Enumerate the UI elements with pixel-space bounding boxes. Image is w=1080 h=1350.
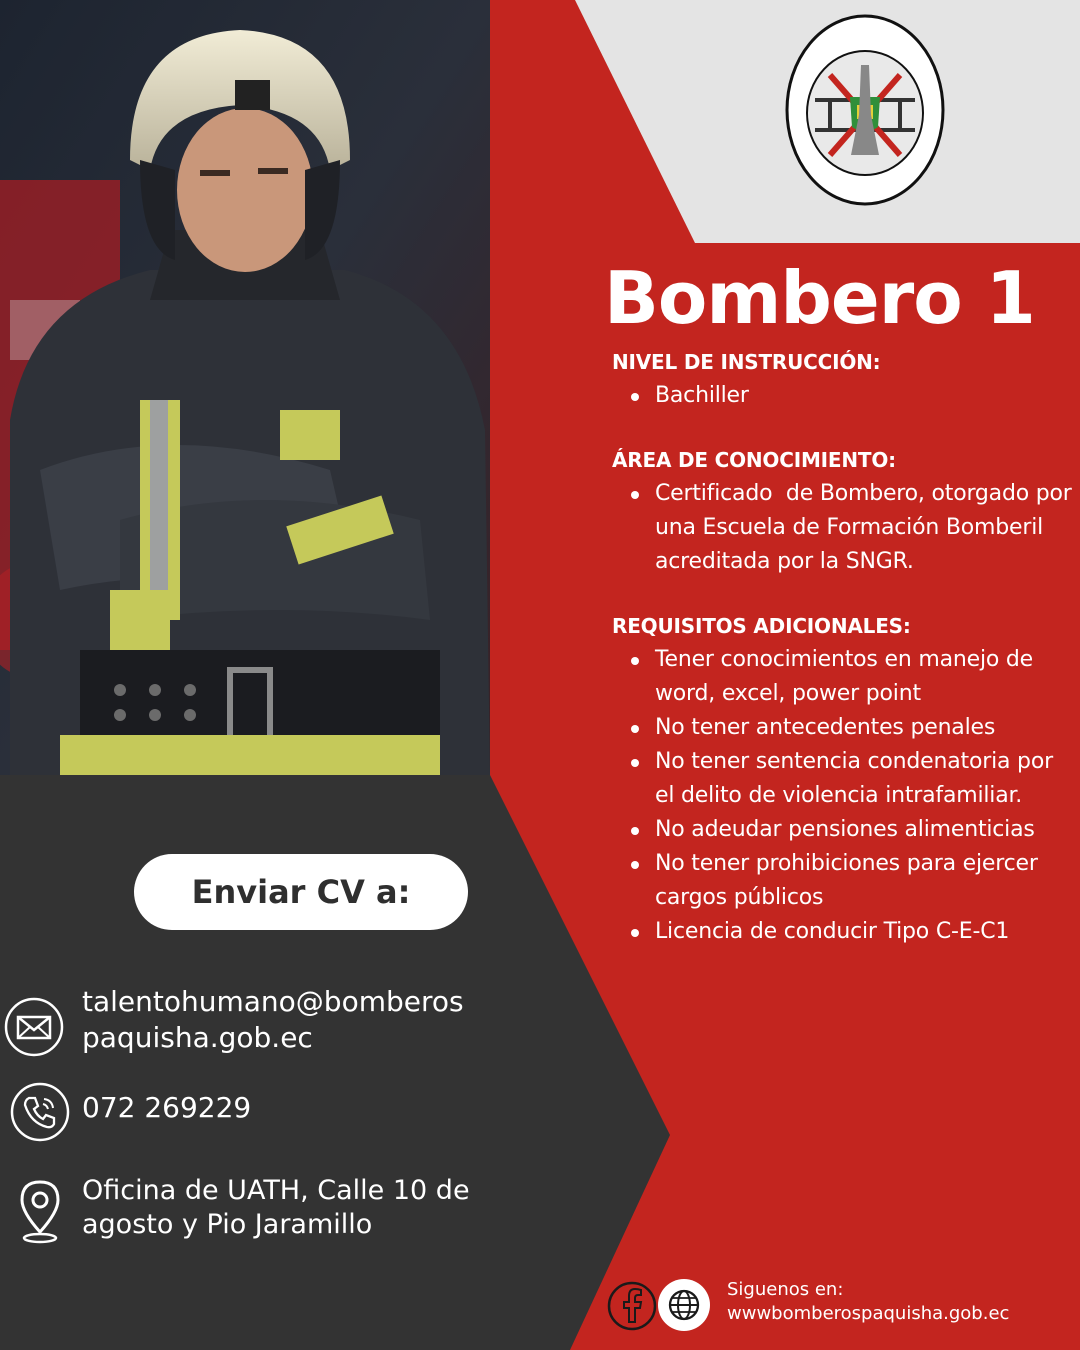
contact-address [82,1174,470,1242]
location-pin-icon [12,1178,68,1246]
bullet-list [612,477,1078,579]
follow-us-block [727,1278,1009,1326]
section-heading: REQUISITOS ADICIONALES: [612,614,911,638]
address-line-2: agosto y Pio Jaramillo [82,1209,373,1240]
firefighter-photo [0,0,490,775]
send-cv-button[interactable]: Enviar CV a: [134,854,468,930]
list-item: No tener prohibiciones para ejercer cargos públicos [612,847,1078,915]
list-item: Tener conocimientos en manejo de word, excel, power point [612,643,1078,711]
website-link[interactable]: wwwbomberospaquisha.gob.ec [727,1303,1010,1324]
email-line-2: paquisha.gob.ec [82,1021,313,1054]
bullet-list [612,643,1078,949]
job-title: Bombero 1 [604,256,1035,340]
contact-phone[interactable]: 072 269229 [82,1091,252,1124]
fire-department-logo [775,5,955,210]
globe-icon[interactable] [657,1278,711,1332]
section-heading: NIVEL DE INSTRUCCIÓN: [612,350,881,374]
mail-icon [3,996,65,1058]
list-item: Licencia de conducir Tipo C-E-C1 [612,915,1078,949]
phone-icon [9,1081,71,1143]
list-item: Certificado de Bombero, otorgado por una Escuela de Formación Bomberil acreditada por la SNGR. [612,477,1078,579]
section-education-level [612,345,1078,413]
requirements-panel [612,345,1078,979]
follow-label: Siguenos en: [727,1279,844,1300]
bullet-list [612,379,1078,413]
section-additional-requirements [612,609,1078,949]
list-item: No tener antecedentes penales [612,711,1078,745]
address-line-1: Oficina de UATH, Calle 10 de [82,1175,470,1206]
facebook-icon[interactable] [606,1280,658,1332]
list-item: Bachiller [612,379,1078,413]
list-item: No adeudar pensiones alimenticias [612,813,1078,847]
section-heading: ÁREA DE CONOCIMIENTO: [612,448,896,472]
list-item: No tener sentencia condenatoria por el delito de violencia intrafamiliar. [612,745,1078,813]
contact-email[interactable] [82,984,464,1056]
section-knowledge-area [612,443,1078,579]
email-line-1: talentohumano@bomberos [82,985,464,1018]
